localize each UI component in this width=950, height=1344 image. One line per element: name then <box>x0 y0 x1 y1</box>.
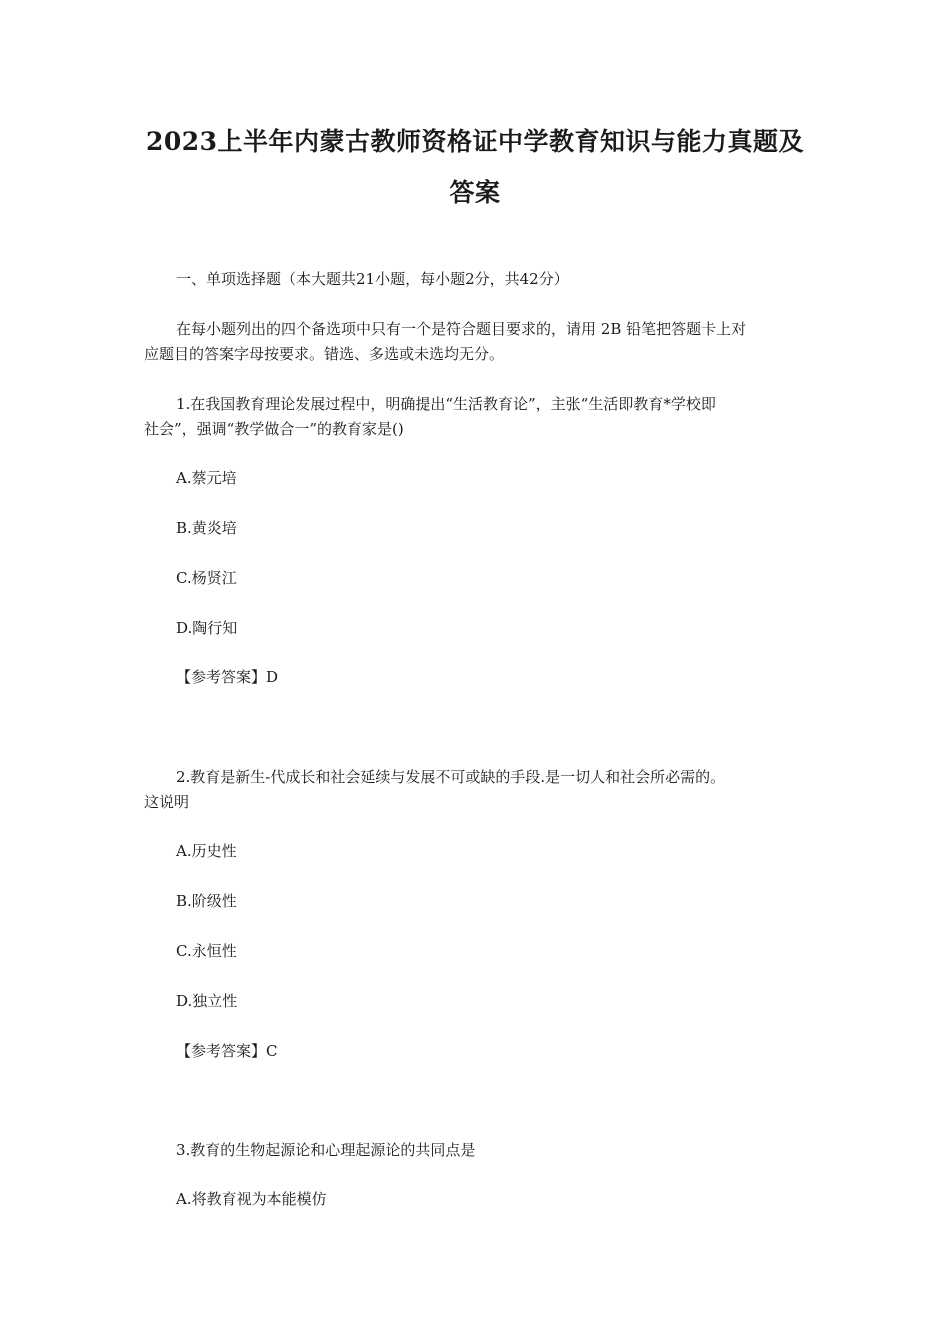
question-1-option-c: C.杨贤江 <box>176 569 237 587</box>
instructions-line-2: 应题目的答案字母按要求。错选、多选或未选均无分。 <box>144 345 505 363</box>
question-2-option-d: D.独立性 <box>176 992 238 1010</box>
question-1-option-a: A.蔡元培 <box>176 469 237 487</box>
question-2-option-b: B.阶级性 <box>176 892 237 910</box>
question-1-stem-line-1: 1.在我国教育理论发展过程中，明确提出“生活教育论”，主张“生活即教育*学校即 <box>176 395 716 413</box>
question-1-option-d: D.陶行知 <box>176 619 238 637</box>
question-1-option-b: B.黄炎培 <box>176 519 237 537</box>
document-title-line-2: 答案 <box>449 178 501 207</box>
section-heading: 一、单项选择题（本大题共21小题，每小题2分，共42分） <box>176 270 569 288</box>
question-2-stem-line-1: 2.教育是新生-代成长和社会延续与发展不可或缺的手段.是一切人和社会所必需的。 <box>176 768 726 786</box>
instructions-line-1: 在每小题列出的四个备选项中只有一个是符合题目要求的，请用 2B 铅笔把答题卡上对 <box>176 320 747 338</box>
question-1-stem-line-2: 社会”，强调“教学做合一”的教育家是() <box>144 420 404 438</box>
question-3-stem-line-1: 3.教育的生物起源论和心理起源论的共同点是 <box>176 1141 476 1159</box>
question-2-option-a: A.历史性 <box>176 842 237 860</box>
question-1-answer: 【参考答案】D <box>176 668 279 686</box>
question-2-option-c: C.永恒性 <box>176 942 237 960</box>
question-2-stem-line-2: 这说明 <box>144 793 190 811</box>
document-title-line-1: 2023上半年内蒙古教师资格证中学教育知识与能力真题及 <box>145 127 805 156</box>
question-3-option-a: A.将教育视为本能模仿 <box>176 1190 327 1208</box>
question-2-answer: 【参考答案】C <box>176 1042 278 1060</box>
